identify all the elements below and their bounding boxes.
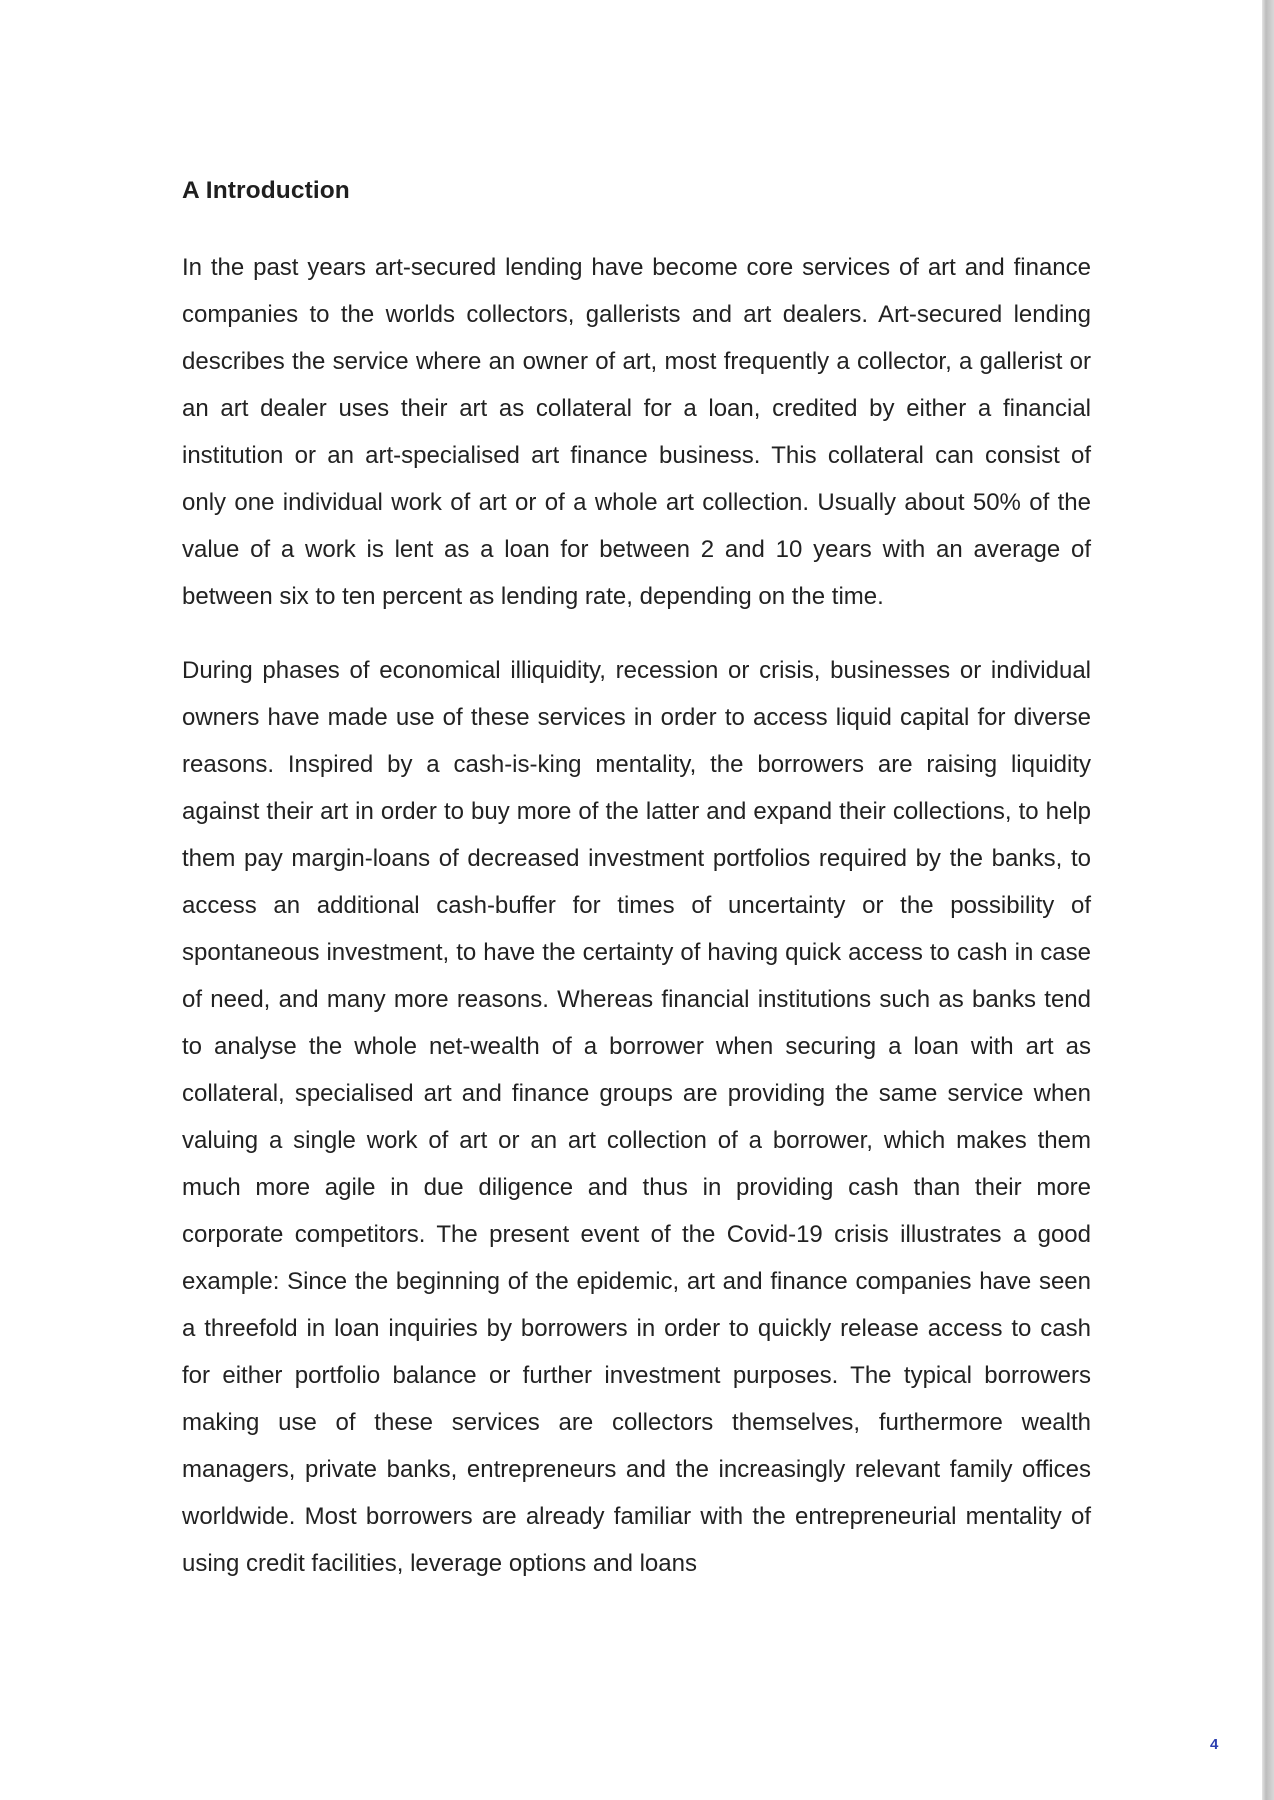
section-heading: A Introduction	[182, 177, 350, 204]
page-content	[182, 174, 1091, 1614]
page-edge-shadow	[1262, 0, 1274, 1800]
page-number: 4	[1210, 1736, 1219, 1753]
paragraph-art-secured-lending: In the past years art-secured lending have become core services of art and finance companies to the worlds collectors, gallerists and art dealers. Art-secured lending describes the service where an owner of art, most frequently a collector, a gallerist or an art dealer uses their art as collateral for a loan, credited by either a financial institution or an art-specialised art finance business. This collateral can consist of only one individual work of art or of a whole art collection. Usually about 50% of the value of a work is lent as a loan for between 2 and 10 years with an average of between six to ten percent as lending rate, depending on the time.	[182, 254, 1091, 610]
paragraph-borrowers-reasons: During phases of economical illiquidity, recession or crisis, businesses or individual owners have made use of these services in order to access liquid capital for diverse reasons. Inspired by a cash-is-king mentality, the borrowers are raising liquidity against their art in order to buy more of the latter and expand their collections, to help them pay margin-loans of decreased investment portfolios required by the banks, to access an additional cash-buffer for times of uncertainty or the possibility of spontaneous investment, to have the certainty of having quick access to cash in case of need, and many more reasons. Whereas financial institutions such as banks tend to analyse the whole net-wealth of a borrower when securing a loan with art as collateral, specialised art and finance groups are providing the same service when valuing a single work of art or an art collection of a borrower, which makes them much more agile in due diligence and thus in providing cash than their more corporate competitors. The present event of the Covid-19 crisis illustrates a good example: Since the beginning of the epidemic, art and finance companies have seen a threefold in loan inquiries by borrowers in order to quickly release access to cash for either portfolio balance or further investment purposes. The typical borrowers making use of these services are collectors themselves, furthermore wealth managers, private banks, entrepreneurs and the increasingly relevant family offices worldwide. Most borrowers are already familiar with the entrepreneurial mentality of using credit facilities, leverage options and loans	[182, 657, 1091, 1577]
